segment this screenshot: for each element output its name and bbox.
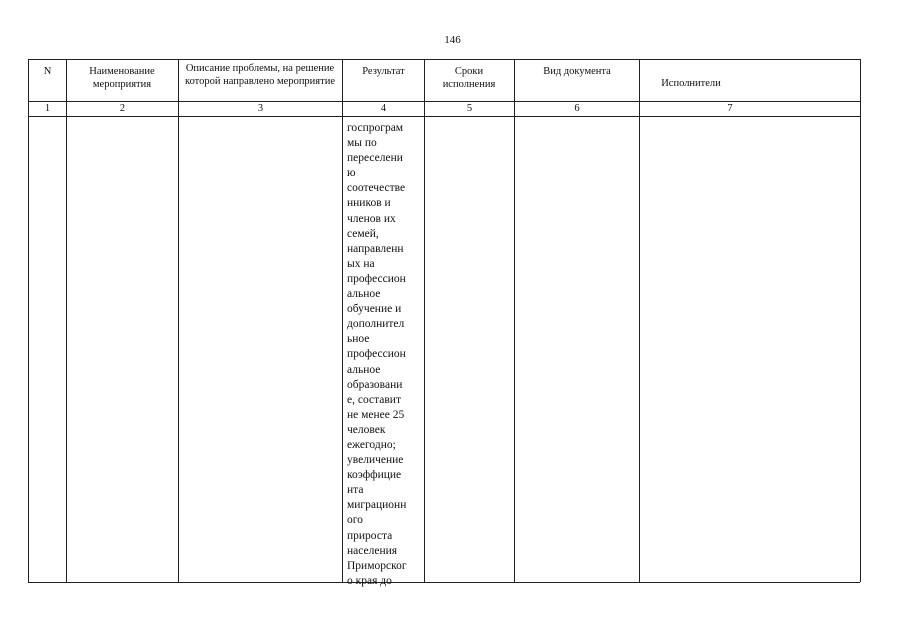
column-number-cell: 1 xyxy=(44,103,51,114)
header-cell-number: N xyxy=(43,66,52,77)
header-cell-document-type: Вид документа xyxy=(543,66,611,77)
column-border xyxy=(178,59,179,582)
column-border xyxy=(639,59,640,582)
column-number-cell: 7 xyxy=(727,103,733,114)
page-number: 146 xyxy=(444,34,461,46)
header-cell-name: Наименование мероприятия xyxy=(89,66,155,90)
column-border xyxy=(28,59,29,582)
column-number-cell: 3 xyxy=(257,103,264,114)
header-cell-problem: Описание проблемы, на решение которой направлено мероприятие xyxy=(185,63,335,87)
header-cell-deadline: Сроки исполнения xyxy=(442,66,496,90)
result-cell-text: госпрограм мы по переселени ю соотечестве нников и членов их семей, направленн ых на профессион альное обучение и дополнител ьное профессион альное образовани е, составит не менее 25 человек ежегодно; увеличение коэффицие нта миграционн ого прироста населения Приморског о края до xyxy=(347,122,407,587)
numbers-row-bottom-border xyxy=(28,116,860,117)
header-cell-result: Результат xyxy=(362,66,405,77)
column-number-cell: 4 xyxy=(380,103,387,114)
column-border xyxy=(424,59,425,582)
column-number-cell: 6 xyxy=(574,103,580,114)
table-top-border xyxy=(28,59,860,60)
column-border xyxy=(514,59,515,582)
column-number-cell: 5 xyxy=(466,103,473,114)
header-bottom-border xyxy=(28,101,860,102)
column-number-cell: 2 xyxy=(119,103,126,114)
table-bottom-border xyxy=(28,582,860,583)
column-border xyxy=(342,59,343,582)
column-border xyxy=(66,59,67,582)
header-cell-executors: Исполнители xyxy=(661,78,721,89)
column-border xyxy=(860,59,861,582)
